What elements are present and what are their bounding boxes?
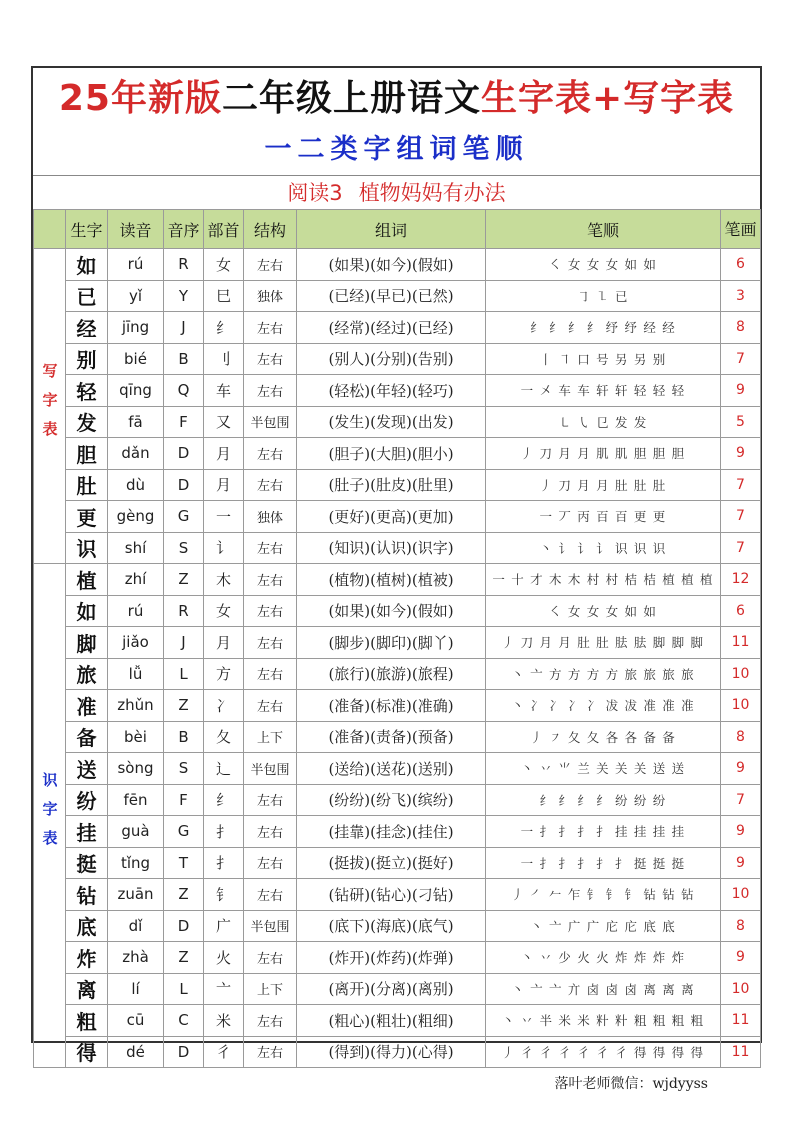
bushou-cell: 火 (204, 942, 244, 974)
bushou-cell: 亠 (204, 973, 244, 1005)
bihua-count-cell: 10 (721, 879, 761, 911)
bushou-cell: 刂 (204, 343, 244, 375)
bushou-cell: 巳 (204, 280, 244, 312)
pinyin-cell: jīng (108, 312, 164, 344)
bihua-count-cell: 8 (721, 312, 761, 344)
jiegou-cell: 左右 (244, 847, 297, 879)
character-cell: 粗 (66, 1005, 108, 1037)
pinyin-cell: dé (108, 1036, 164, 1068)
jiegou-cell: 左右 (244, 942, 297, 974)
jiegou-cell: 左右 (244, 532, 297, 564)
bishun-cell: 一 扌 扌 扌 扌 挂 挂 挂 挂 (486, 816, 721, 848)
bushou-cell: 月 (204, 627, 244, 659)
bihua-count-cell: 5 (721, 406, 761, 438)
bihua-count-cell: 9 (721, 375, 761, 407)
bishun-cell: 丶 亠 方 方 方 方 旅 旅 旅 旅 (486, 658, 721, 690)
bishun-cell: 丿 彳 彳 彳 彳 彳 彳 得 得 得 得 (486, 1036, 721, 1068)
yinxu-cell: B (164, 343, 204, 375)
bishun-cell: 一 扌 扌 扌 扌 扌 挺 挺 挺 (486, 847, 721, 879)
zuci-cell: (纷纷)(纷飞)(缤纷) (297, 784, 486, 816)
bihua-count-cell: 9 (721, 438, 761, 470)
character-cell: 纷 (66, 784, 108, 816)
zuci-cell: (离开)(分离)(离别) (297, 973, 486, 1005)
bushou-cell: 纟 (204, 312, 244, 344)
yinxu-cell: F (164, 784, 204, 816)
yinxu-cell: Z (164, 564, 204, 596)
zuci-cell: (准备)(标准)(准确) (297, 690, 486, 722)
lesson-heading (33, 175, 760, 210)
title-grade-part: 二年级上册语文 (221, 78, 481, 119)
table-header-row (34, 210, 761, 249)
bushou-cell: 一 (204, 501, 244, 533)
table-row (34, 721, 761, 753)
bushou-cell: 扌 (204, 816, 244, 848)
jiegou-cell: 左右 (244, 375, 297, 407)
pinyin-cell: dù (108, 469, 164, 501)
bihua-count-cell: 7 (721, 469, 761, 501)
table-row (34, 627, 761, 659)
character-cell: 如 (66, 595, 108, 627)
jiegou-cell: 左右 (244, 343, 297, 375)
zuci-cell: (挺拔)(挺立)(挺好) (297, 847, 486, 879)
jiegou-cell: 左右 (244, 784, 297, 816)
yinxu-cell: T (164, 847, 204, 879)
bihua-count-cell: 10 (721, 973, 761, 1005)
yinxu-cell: D (164, 910, 204, 942)
table-row (34, 753, 761, 785)
table-row (34, 816, 761, 848)
yinxu-cell: B (164, 721, 204, 753)
bishun-cell: ㇛ 女 女 女 如 如 (486, 249, 721, 281)
pinyin-cell: dǎn (108, 438, 164, 470)
zuci-cell: (得到)(得力)(心得) (297, 1036, 486, 1068)
yinxu-cell: D (164, 438, 204, 470)
yinxu-cell: S (164, 753, 204, 785)
bihua-count-cell: 11 (721, 627, 761, 659)
pinyin-cell: sòng (108, 753, 164, 785)
bishun-cell: ㇄ ㇂ 㔾 发 发 (486, 406, 721, 438)
zuci-cell: (如果)(如今)(假如) (297, 249, 486, 281)
bushou-cell: 广 (204, 910, 244, 942)
pinyin-cell: cū (108, 1005, 164, 1037)
header-blank (34, 210, 66, 249)
table-row (34, 249, 761, 281)
bushou-cell: 彳 (204, 1036, 244, 1068)
zuci-cell: (发生)(发现)(出发) (297, 406, 486, 438)
yinxu-cell: R (164, 595, 204, 627)
bushou-cell: 女 (204, 595, 244, 627)
jiegou-cell: 独体 (244, 280, 297, 312)
bishun-cell: 丶 亠 亠 亣 卤 卤 卤 离 离 离 (486, 973, 721, 1005)
jiegou-cell: 独体 (244, 501, 297, 533)
bishun-cell: 丶 丷 少 火 火 炸 炸 炸 炸 (486, 942, 721, 974)
bushou-cell: 又 (204, 406, 244, 438)
bishun-cell: 丿 ㇒ 𠂉 乍 钅 钅 钅 钻 钻 钻 (486, 879, 721, 911)
yinxu-cell: S (164, 532, 204, 564)
jiegou-cell: 左右 (244, 627, 297, 659)
character-cell: 旅 (66, 658, 108, 690)
bihua-count-cell: 7 (721, 784, 761, 816)
zuci-cell: (准备)(责备)(预备) (297, 721, 486, 753)
bihua-count-cell: 6 (721, 249, 761, 281)
zuci-cell: (知识)(认识)(识字) (297, 532, 486, 564)
table-row (34, 406, 761, 438)
bishun-cell: 丿 刀 月 月 肌 肌 胆 胆 胆 (486, 438, 721, 470)
pinyin-cell: rú (108, 249, 164, 281)
jiegou-cell: 左右 (244, 438, 297, 470)
worksheet-frame (31, 66, 762, 1066)
pinyin-cell: guà (108, 816, 164, 848)
zuci-cell: (挂靠)(挂念)(挂住) (297, 816, 486, 848)
jiegou-cell: 左右 (244, 658, 297, 690)
character-cell: 发 (66, 406, 108, 438)
pinyin-cell: dǐ (108, 910, 164, 942)
jiegou-cell: 左右 (244, 564, 297, 596)
bihua-count-cell: 6 (721, 595, 761, 627)
character-cell: 别 (66, 343, 108, 375)
bushou-cell: 米 (204, 1005, 244, 1037)
header-zuci: 组词 (297, 210, 486, 249)
bihua-count-cell: 7 (721, 532, 761, 564)
jiegou-cell: 左右 (244, 595, 297, 627)
bushou-cell: 方 (204, 658, 244, 690)
header-zi: 生字 (66, 210, 108, 249)
yinxu-cell: Q (164, 375, 204, 407)
bihua-count-cell: 10 (721, 658, 761, 690)
bushou-cell: 纟 (204, 784, 244, 816)
pinyin-cell: bèi (108, 721, 164, 753)
title-table-part: 生字表+写字表 (480, 78, 735, 119)
character-cell: 底 (66, 910, 108, 942)
zuci-cell: (送给)(送花)(送别) (297, 753, 486, 785)
pinyin-cell: fā (108, 406, 164, 438)
zuci-cell: (炸开)(炸药)(炸弹) (297, 942, 486, 974)
table-row (34, 1036, 761, 1068)
jiegou-cell: 左右 (244, 249, 297, 281)
yinxu-cell: R (164, 249, 204, 281)
character-cell: 脚 (66, 627, 108, 659)
bihua-count-cell: 9 (721, 753, 761, 785)
yinxu-cell: F (164, 406, 204, 438)
jiegou-cell: 上下 (244, 721, 297, 753)
yinxu-cell: Y (164, 280, 204, 312)
bishun-cell: 丿 刀 月 月 肚 肚 胠 胠 脚 脚 脚 (486, 627, 721, 659)
bihua-count-cell: 12 (721, 564, 761, 596)
zuci-cell: (粗心)(粗壮)(粗细) (297, 1005, 486, 1037)
pinyin-cell: rú (108, 595, 164, 627)
table-row (34, 438, 761, 470)
character-cell: 得 (66, 1036, 108, 1068)
pinyin-cell: shí (108, 532, 164, 564)
character-cell: 准 (66, 690, 108, 722)
pinyin-cell: zhí (108, 564, 164, 596)
pinyin-cell: lí (108, 973, 164, 1005)
bishun-cell: 一 㐅 车 车 轩 轩 轻 轻 轻 (486, 375, 721, 407)
page-title (33, 68, 760, 128)
yinxu-cell: Z (164, 942, 204, 974)
bushou-cell: 木 (204, 564, 244, 596)
bushou-cell: 夂 (204, 721, 244, 753)
bihua-count-cell: 9 (721, 847, 761, 879)
bihua-count-cell: 8 (721, 721, 761, 753)
header-bushou: 部首 (204, 210, 244, 249)
zuci-cell: (经常)(经过)(已经) (297, 312, 486, 344)
table-row (34, 595, 761, 627)
header-yinxu: 音序 (164, 210, 204, 249)
bushou-cell: 月 (204, 469, 244, 501)
bihua-count-cell: 10 (721, 690, 761, 722)
table-body (34, 249, 761, 1068)
character-cell: 炸 (66, 942, 108, 974)
yinxu-cell: D (164, 1036, 204, 1068)
yinxu-cell: L (164, 658, 204, 690)
lesson-name: 植物妈妈有办法 (358, 181, 506, 205)
table-row (34, 942, 761, 974)
yinxu-cell: Z (164, 879, 204, 911)
pinyin-cell: zhà (108, 942, 164, 974)
header-pinyin: 读音 (108, 210, 164, 249)
bishun-cell: 丶 亠 广 广 庀 庀 底 底 (486, 910, 721, 942)
pinyin-cell: tǐng (108, 847, 164, 879)
bihua-count-cell: 11 (721, 1005, 761, 1037)
pinyin-cell: qīng (108, 375, 164, 407)
character-cell: 植 (66, 564, 108, 596)
pinyin-cell: fēn (108, 784, 164, 816)
character-cell: 挂 (66, 816, 108, 848)
table-row (34, 784, 761, 816)
table-row (34, 280, 761, 312)
bihua-count-cell: 9 (721, 942, 761, 974)
lesson-number: 阅读3 (287, 181, 343, 205)
bihua-count-cell: 9 (721, 816, 761, 848)
table-row (34, 910, 761, 942)
character-cell: 钻 (66, 879, 108, 911)
table-row (34, 847, 761, 879)
table-row (34, 501, 761, 533)
bishun-cell: 丶 丷 半 米 米 籵 籵 粗 粗 粗 粗 (486, 1005, 721, 1037)
jiegou-cell: 半包围 (244, 753, 297, 785)
character-cell: 备 (66, 721, 108, 753)
table-row (34, 973, 761, 1005)
character-cell: 送 (66, 753, 108, 785)
jiegou-cell: 左右 (244, 690, 297, 722)
character-cell: 已 (66, 280, 108, 312)
character-cell: 更 (66, 501, 108, 533)
table-row (34, 343, 761, 375)
character-cell: 胆 (66, 438, 108, 470)
zuci-cell: (脚步)(脚印)(脚丫) (297, 627, 486, 659)
pinyin-cell: jiǎo (108, 627, 164, 659)
bihua-count-cell: 7 (721, 501, 761, 533)
bushou-cell: 扌 (204, 847, 244, 879)
bishun-cell: 丿 ㇇ 夂 夂 各 各 备 备 (486, 721, 721, 753)
yinxu-cell: J (164, 627, 204, 659)
zuci-cell: (胆子)(大胆)(胆小) (297, 438, 486, 470)
jiegou-cell: 上下 (244, 973, 297, 1005)
section-label-read: 识字表 (34, 564, 66, 1068)
bishun-cell: 一 十 才 木 木 村 村 桔 桔 植 植 植 (486, 564, 721, 596)
pinyin-cell: zhǔn (108, 690, 164, 722)
jiegou-cell: 左右 (244, 312, 297, 344)
zuci-cell: (别人)(分别)(告别) (297, 343, 486, 375)
yinxu-cell: J (164, 312, 204, 344)
zuci-cell: (更好)(更高)(更加) (297, 501, 486, 533)
character-table (33, 209, 761, 1068)
table-row (34, 375, 761, 407)
jiegou-cell: 半包围 (244, 406, 297, 438)
table-row (34, 879, 761, 911)
bushou-cell: 女 (204, 249, 244, 281)
character-cell: 挺 (66, 847, 108, 879)
bushou-cell: 月 (204, 438, 244, 470)
table-row (34, 690, 761, 722)
bihua-count-cell: 11 (721, 1036, 761, 1068)
pinyin-cell: gèng (108, 501, 164, 533)
bihua-count-cell: 3 (721, 280, 761, 312)
section-label-write: 写字表 (34, 249, 66, 564)
character-cell: 识 (66, 532, 108, 564)
bushou-cell: 冫 (204, 690, 244, 722)
bushou-cell: 讠 (204, 532, 244, 564)
zuci-cell: (已经)(早已)(已然) (297, 280, 486, 312)
jiegou-cell: 左右 (244, 879, 297, 911)
zuci-cell: (钻研)(钻心)(刁钻) (297, 879, 486, 911)
bishun-cell: 丿 刀 月 月 肚 肚 肚 (486, 469, 721, 501)
table-row (34, 1005, 761, 1037)
pinyin-cell: lǚ (108, 658, 164, 690)
yinxu-cell: Z (164, 690, 204, 722)
bishun-cell: 纟 纟 纟 纟 纷 纷 纷 (486, 784, 721, 816)
bishun-cell: 纟 纟 纟 纟 纾 纾 经 经 (486, 312, 721, 344)
yinxu-cell: C (164, 1005, 204, 1037)
character-cell: 轻 (66, 375, 108, 407)
zuci-cell: (轻松)(年轻)(轻巧) (297, 375, 486, 407)
table-row (34, 658, 761, 690)
header-bishun: 笔顺 (486, 210, 721, 249)
title-year-part: 25年新版 (58, 78, 222, 119)
yinxu-cell: L (164, 973, 204, 1005)
bishun-cell: 丨 ㇕ 口 号 另 另 别 (486, 343, 721, 375)
page-subtitle: 一二类字组词笔顺 (264, 134, 529, 165)
table-row (34, 312, 761, 344)
jiegou-cell: 左右 (244, 1005, 297, 1037)
character-cell: 如 (66, 249, 108, 281)
jiegou-cell: 左右 (244, 816, 297, 848)
footer-contact: 落叶老师微信：wjdyyss (554, 1076, 708, 1092)
zuci-cell: (旅行)(旅游)(旅程) (297, 658, 486, 690)
character-cell: 经 (66, 312, 108, 344)
table-row (34, 564, 761, 596)
jiegou-cell: 左右 (244, 1036, 297, 1068)
bishun-cell: 丶 讠 讠 讠 识 识 识 (486, 532, 721, 564)
pinyin-cell: bié (108, 343, 164, 375)
yinxu-cell: G (164, 501, 204, 533)
bushou-cell: 钅 (204, 879, 244, 911)
header-bihua: 笔画 (721, 210, 761, 249)
header-jiegou: 结构 (244, 210, 297, 249)
table-row (34, 532, 761, 564)
bishun-cell: 一 丆 丙 百 百 更 更 (486, 501, 721, 533)
pinyin-cell: yǐ (108, 280, 164, 312)
bihua-count-cell: 7 (721, 343, 761, 375)
jiegou-cell: 左右 (244, 469, 297, 501)
character-cell: 肚 (66, 469, 108, 501)
bushou-cell: 辶 (204, 753, 244, 785)
zuci-cell: (植物)(植树)(植被) (297, 564, 486, 596)
zuci-cell: (底下)(海底)(底气) (297, 910, 486, 942)
bihua-count-cell: 8 (721, 910, 761, 942)
yinxu-cell: D (164, 469, 204, 501)
bishun-cell: ㇆ ㇅ 已 (486, 280, 721, 312)
character-cell: 离 (66, 973, 108, 1005)
pinyin-cell: zuān (108, 879, 164, 911)
bishun-cell: 丶 冫 冫 冫 冫 冹 冹 准 准 准 (486, 690, 721, 722)
bishun-cell: 丶 丷 ⺌ 兰 关 关 关 送 送 (486, 753, 721, 785)
zuci-cell: (如果)(如今)(假如) (297, 595, 486, 627)
jiegou-cell: 半包围 (244, 910, 297, 942)
table-row (34, 469, 761, 501)
zuci-cell: (肚子)(肚皮)(肚里) (297, 469, 486, 501)
bushou-cell: 车 (204, 375, 244, 407)
yinxu-cell: G (164, 816, 204, 848)
bishun-cell: ㇛ 女 女 女 如 如 (486, 595, 721, 627)
